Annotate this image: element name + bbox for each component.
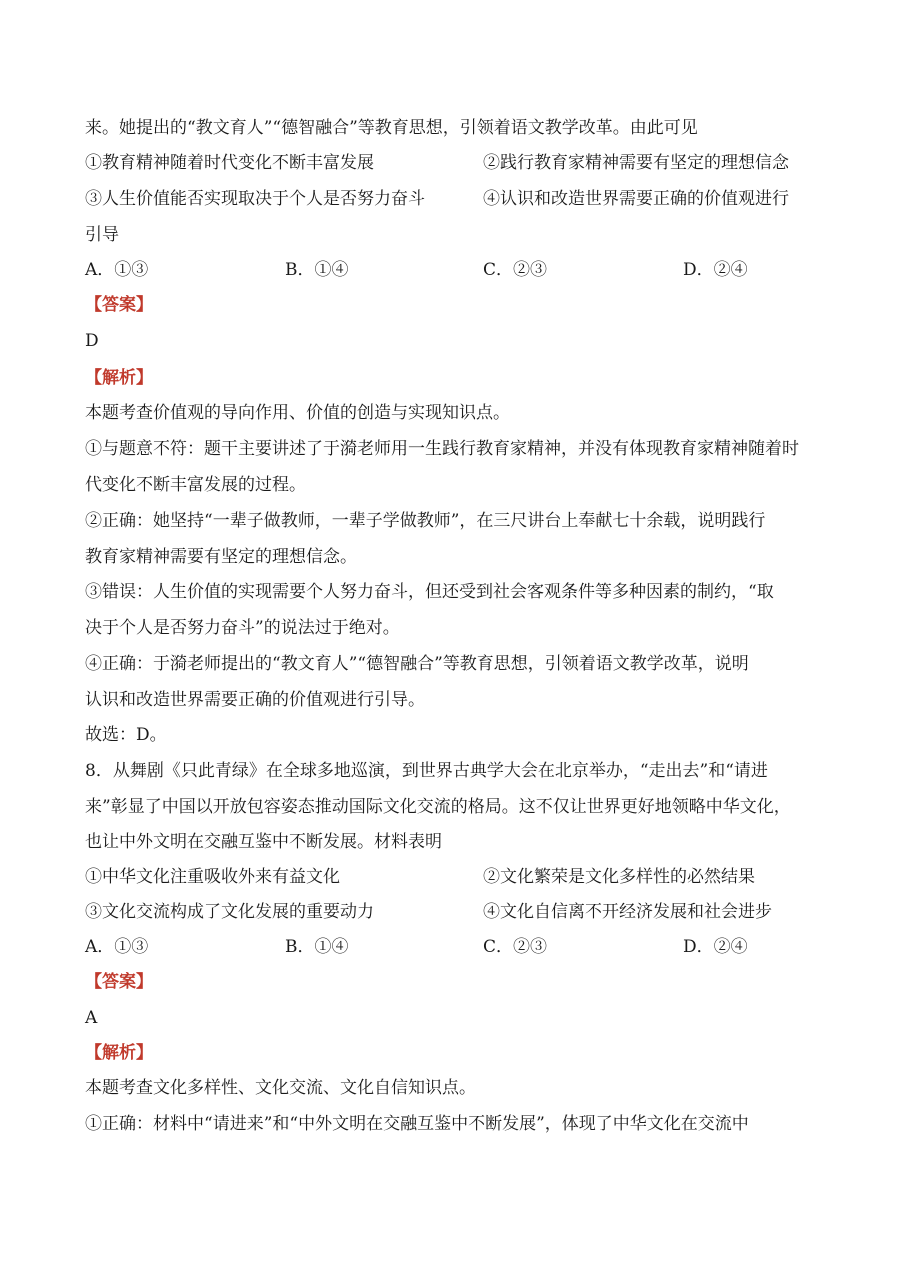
q7-analysis-line: 教育家精神需要有坚定的理想信念。 bbox=[85, 547, 357, 567]
q7-analysis-tag: 【解析】 bbox=[85, 368, 153, 388]
q8-statement-4: ④文化自信离不开经济发展和社会进步 bbox=[483, 902, 772, 922]
q8-choice-a: A．①③ bbox=[85, 937, 149, 957]
q7-statement-2: ②践行教育家精神需要有坚定的理想信念 bbox=[483, 153, 789, 173]
q7-analysis-line: ④正确：于漪老师提出的“教文育人”“德智融合”等教育思想，引领着语文教学改革，说明 bbox=[85, 654, 749, 674]
q7-analysis-line: ③错误：人生价值的实现需要个人努力奋斗，但还受到社会客观条件等多种因素的制约，“取 bbox=[85, 582, 774, 602]
q8-analysis-line: ①正确：材料中“请进来”和“中外文明在交融互鉴中不断发展”，体现了中华文化在交流中 bbox=[85, 1114, 749, 1134]
q8-stem-line: 8．从舞剧《只此青绿》在全球多地巡演，到世界古典学大会在北京举办，“走出去”和“请进 bbox=[85, 761, 768, 781]
q7-intro-tail: 来。她提出的“教文育人”“德智融合”等教育思想，引领着语文教学改革。由此可见 bbox=[85, 118, 698, 138]
q7-statement-4-cont: 引导 bbox=[85, 225, 119, 245]
q8-choice-b: B．①④ bbox=[285, 937, 349, 957]
q7-answer: D bbox=[85, 331, 99, 351]
q7-choice-a: A．①③ bbox=[85, 260, 149, 280]
q8-analysis-tag: 【解析】 bbox=[85, 1043, 153, 1063]
q8-analysis-line: 本题考查文化多样性、文化交流、文化自信知识点。 bbox=[85, 1078, 476, 1098]
q7-choice-d: D．②④ bbox=[683, 260, 748, 280]
q8-statement-1: ①中华文化注重吸收外来有益文化 bbox=[85, 867, 340, 887]
q7-statement-4: ④认识和改造世界需要正确的价值观进行 bbox=[483, 189, 789, 209]
q7-statement-3: ③人生价值能否实现取决于个人是否努力奋斗 bbox=[85, 189, 425, 209]
q7-analysis-conclusion: 故选：D。 bbox=[85, 725, 167, 745]
q7-analysis-line: 本题考查价值观的导向作用、价值的创造与实现知识点。 bbox=[85, 403, 510, 423]
q8-choice-d: D．②④ bbox=[683, 937, 748, 957]
q7-analysis-line: ②正确：她坚持“一辈子做教师，一辈子学做教师”，在三尺讲台上奉献七十余载，说明践行 bbox=[85, 511, 766, 531]
q8-statement-3: ③文化交流构成了文化发展的重要动力 bbox=[85, 902, 374, 922]
q7-analysis-line: ①与题意不符：题干主要讲述了于漪老师用一生践行教育家精神，并没有体现教育家精神随着时 bbox=[85, 439, 799, 459]
q7-answer-tag: 【答案】 bbox=[85, 295, 153, 315]
q7-choice-c: C．②③ bbox=[483, 260, 548, 280]
q8-stem-line: 也让中外文明在交融互鉴中不断发展。材料表明 bbox=[85, 832, 442, 852]
q8-answer-tag: 【答案】 bbox=[85, 972, 153, 992]
q8-stem-line: 来”彰显了中国以开放包容姿态推动国际文化交流的格局。这不仅让世界更好地领略中华文化， bbox=[85, 797, 791, 817]
q7-choice-b: B．①④ bbox=[285, 260, 349, 280]
q7-statement-1: ①教育精神随着时代变化不断丰富发展 bbox=[85, 153, 374, 173]
q8-choice-c: C．②③ bbox=[483, 937, 548, 957]
q7-analysis-line: 决于个人是否努力奋斗”的说法过于绝对。 bbox=[85, 618, 400, 638]
q8-statement-2: ②文化繁荣是文化多样性的必然结果 bbox=[483, 867, 755, 887]
q7-analysis-line: 认识和改造世界需要正确的价值观进行引导。 bbox=[85, 690, 425, 710]
q7-analysis-line: 代变化不断丰富发展的过程。 bbox=[85, 475, 306, 495]
q8-answer: A bbox=[85, 1008, 98, 1028]
